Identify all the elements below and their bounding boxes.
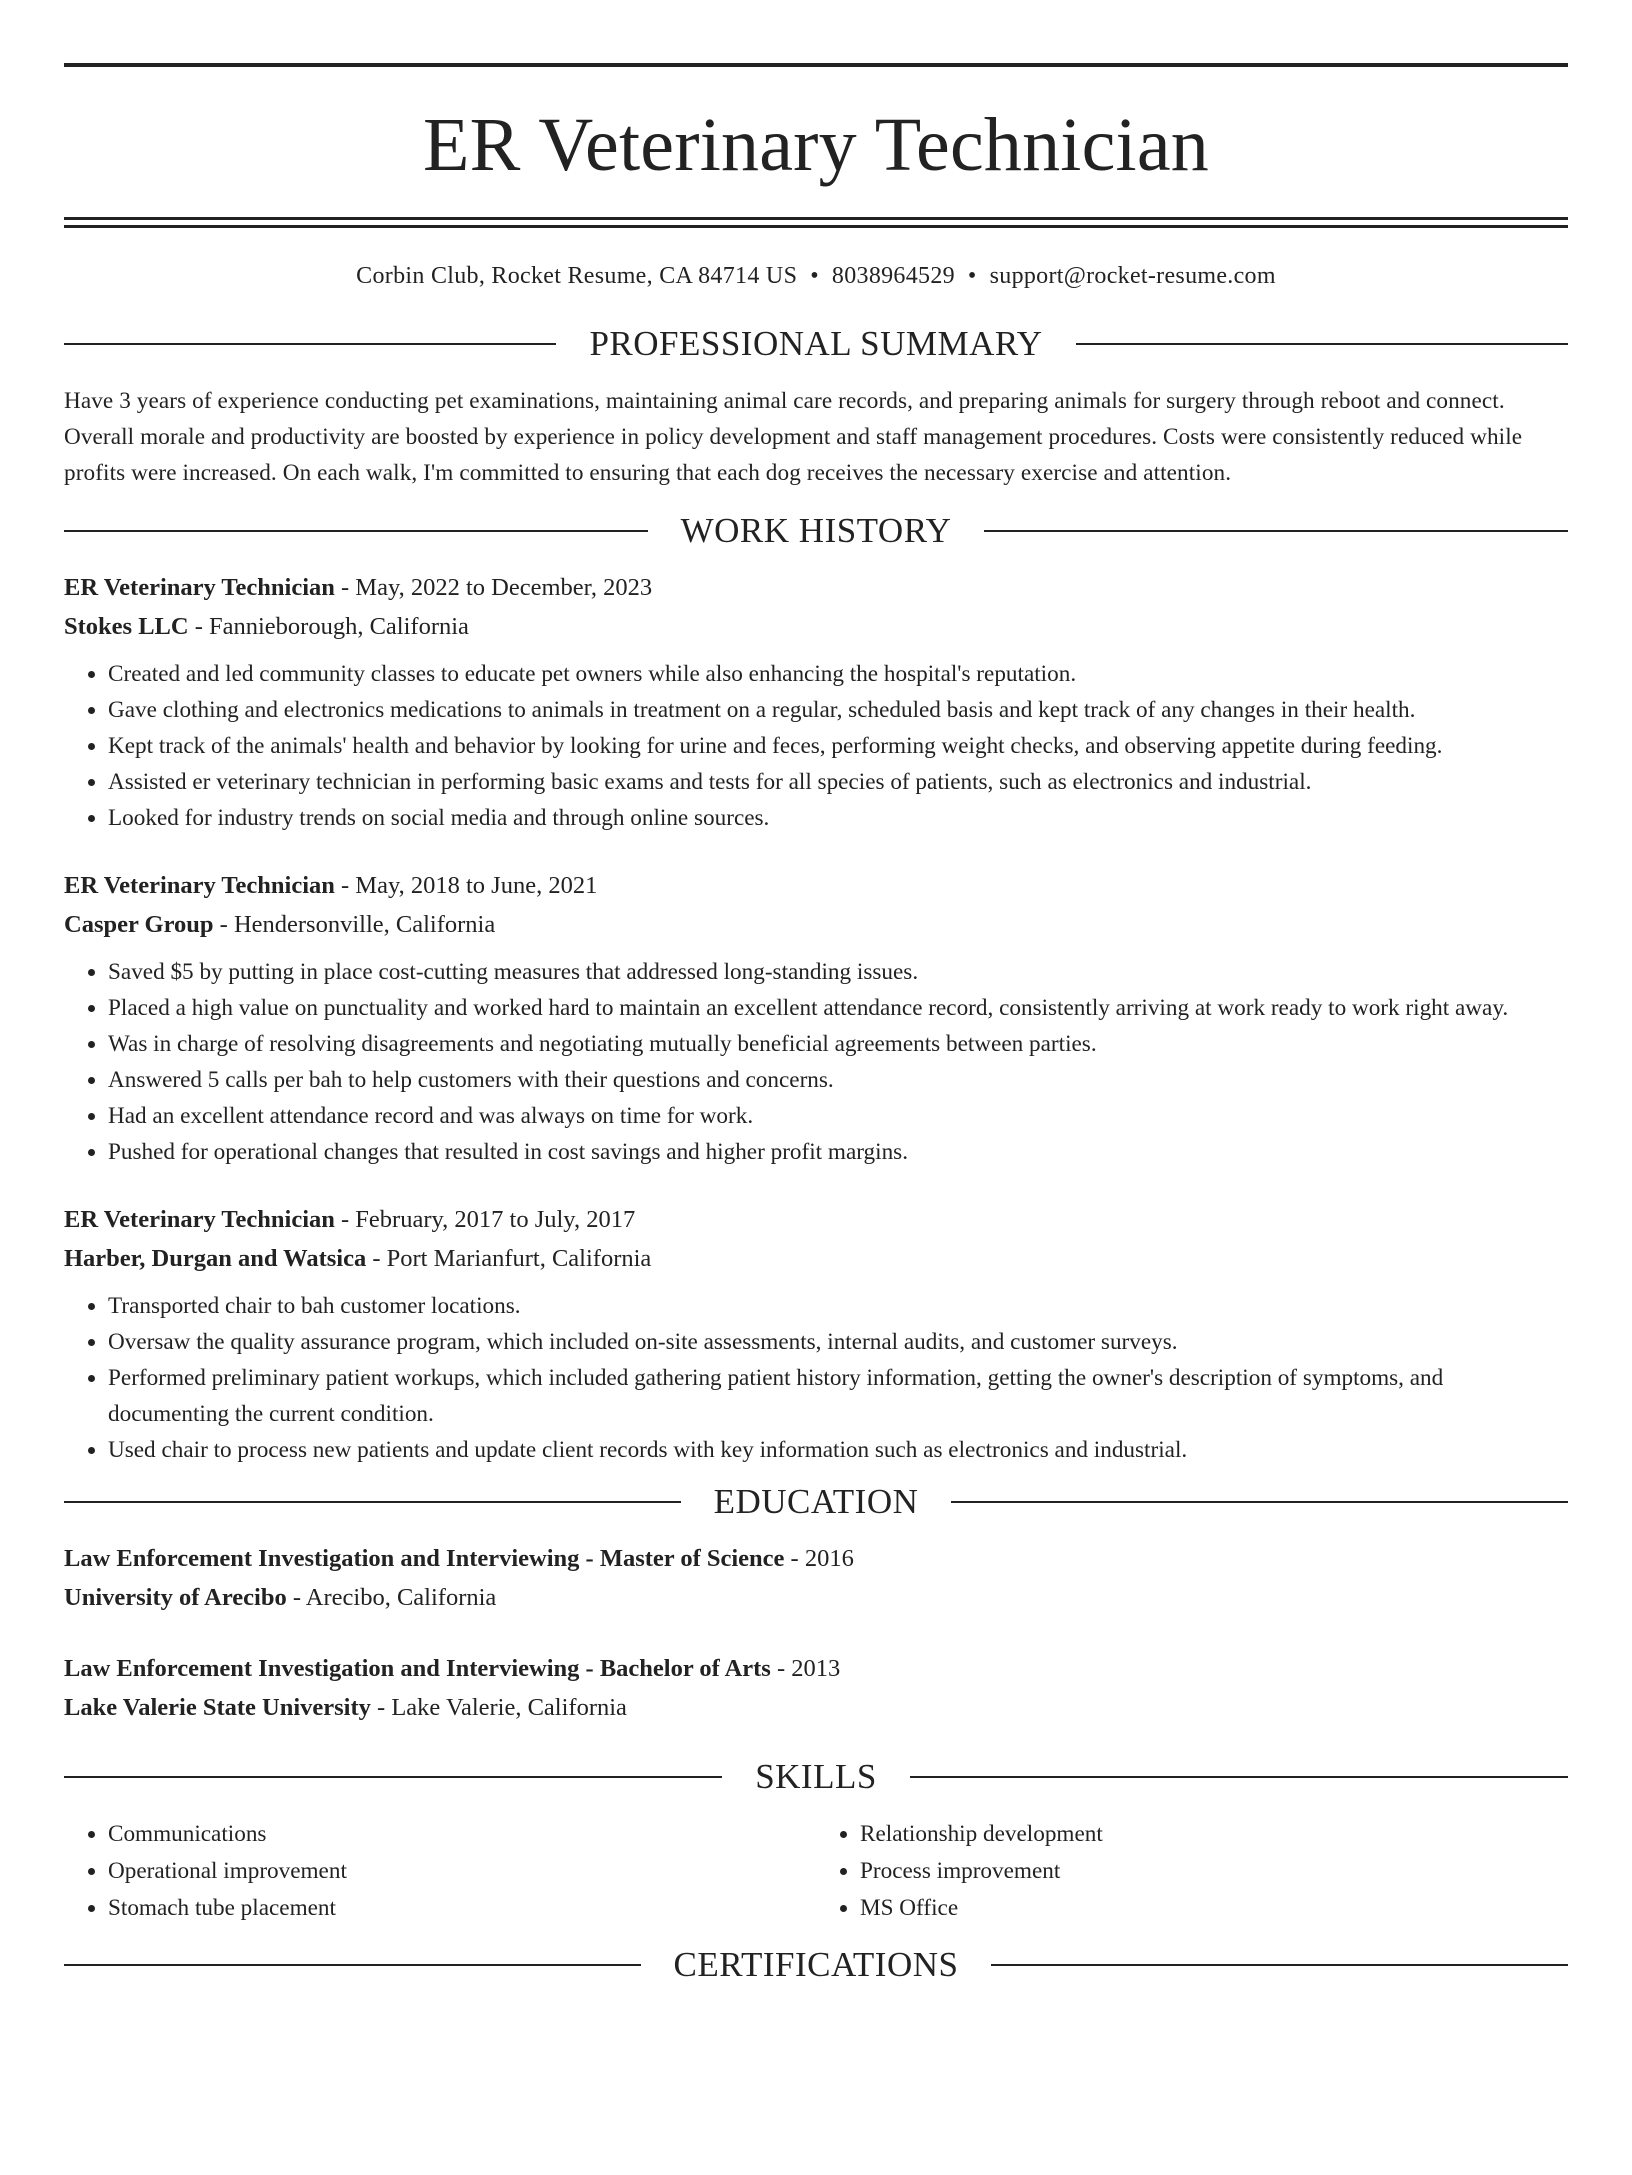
contact-separator: •	[967, 263, 977, 289]
job-bullet: • Answered 5 calls per bah to help customers with their questions and concerns.	[108, 1062, 1568, 1098]
job-company-line	[64, 607, 1568, 646]
section-rule	[951, 1501, 1568, 1503]
section-title: SKILLS	[755, 1757, 877, 1796]
section-rule	[991, 1964, 1568, 1966]
job-bullet: • Assisted er veterinary technician in performing basic exams and tests for all species of patients, such as electronics and industrial.	[108, 764, 1568, 800]
job-bullet: • Created and led community classes to educate pet owners while also enhancing the hospital's reputation.	[108, 656, 1568, 692]
education-year: - 2013	[770, 1655, 841, 1682]
skills-column-left	[64, 1816, 816, 1927]
job-bullet: • Looked for industry trends on social media and through online sources.	[108, 800, 1568, 836]
double-rule	[64, 217, 1568, 228]
skill-item: • Process improvement	[860, 1853, 1568, 1890]
job-bullet: • Was in charge of resolving disagreements and negotiating mutually beneficial agreements between parties.	[108, 1026, 1568, 1062]
job-bullets	[64, 656, 1568, 836]
skill-item: • MS Office	[860, 1890, 1568, 1927]
education-degree: Law Enforcement Investigation and Interviewing - Bachelor of Arts	[64, 1655, 771, 1682]
job-dates: - May, 2022 to December, 2023	[334, 574, 653, 601]
section-header-summary	[64, 326, 1568, 361]
education-location: - Lake Valerie, California	[370, 1694, 627, 1721]
section-rule	[910, 1776, 1568, 1778]
contact-separator: •	[810, 263, 819, 289]
job-bullet: • Performed preliminary patient workups, which included gathering patient history information, getting the owner's description of symptoms, and documenting the current condition.	[108, 1360, 1568, 1432]
job-title-line	[64, 568, 1568, 607]
job-bullet: • Pushed for operational changes that resulted in cost savings and higher profit margins.	[108, 1134, 1568, 1170]
resume-page	[0, 63, 1632, 2175]
section-rule	[984, 530, 1568, 532]
job-entry	[64, 1200, 1568, 1468]
resume-name: ER Veterinary Technician	[423, 103, 1209, 187]
education-year: - 2016	[784, 1545, 854, 1572]
section-header-work-history	[64, 513, 1568, 548]
section-title: CERTIFICATIONS	[673, 1945, 959, 1984]
summary-text: Have 3 years of experience conducting pet examinations, maintaining animal care records, and preparing animals for surgery through reboot and connect. Overall morale and productivity are boosted by experience in policy development and staff management procedures. Costs were consistently reduced while profits were increased. On each walk, I'm committed to ensuring that each dog receives the necessary exercise and attention.	[64, 388, 1523, 486]
section-title: EDUCATION	[713, 1482, 919, 1521]
education-degree-line	[64, 1649, 1568, 1688]
job-bullets	[64, 954, 1568, 1170]
job-dates: - February, 2017 to July, 2017	[334, 1206, 636, 1233]
section-rule	[64, 1964, 641, 1966]
section-rule	[1076, 343, 1568, 345]
job-company: Casper Group	[64, 911, 214, 938]
job-title-line	[64, 1200, 1568, 1239]
education-entry	[64, 1649, 1568, 1727]
contact-email[interactable]: support@rocket-resume.com	[989, 263, 1276, 289]
top-rule	[64, 63, 1568, 67]
section-rule	[64, 343, 556, 345]
section-title: WORK HISTORY	[680, 511, 952, 550]
contact-address: Corbin Club, Rocket Resume, CA 84714 US	[356, 263, 798, 289]
education-degree-line	[64, 1539, 1568, 1578]
job-title-line	[64, 866, 1568, 905]
job-location: - Hendersonville, California	[213, 911, 496, 938]
education-degree: Law Enforcement Investigation and Interviewing - Master of Science	[64, 1545, 785, 1572]
section-rule	[64, 530, 648, 532]
skill-item: • Relationship development	[860, 1816, 1568, 1853]
education-entry	[64, 1539, 1568, 1617]
section-header-certifications	[64, 1947, 1568, 1982]
job-bullet: • Oversaw the quality assurance program, which included on-site assessments, internal audits, and customer surveys.	[108, 1324, 1568, 1360]
job-bullet: • Kept track of the animals' health and behavior by looking for urine and feces, performing weight checks, and observing appetite during feeding.	[108, 728, 1568, 764]
skill-item: • Stomach tube placement	[108, 1890, 816, 1927]
section-rule	[64, 1501, 681, 1503]
job-company: Stokes LLC	[64, 613, 189, 640]
contact-phone: 8038964529	[831, 263, 955, 289]
job-company-line	[64, 1239, 1568, 1278]
job-company: Harber, Durgan and Watsica	[64, 1245, 367, 1272]
job-bullets	[64, 1288, 1568, 1468]
section-title: PROFESSIONAL SUMMARY	[589, 324, 1043, 363]
job-title: ER Veterinary Technician	[64, 872, 335, 899]
skill-item: • Communications	[108, 1816, 816, 1853]
section-header-education	[64, 1484, 1568, 1519]
job-entry	[64, 568, 1568, 836]
job-dates: - May, 2018 to June, 2021	[334, 872, 598, 899]
education-location: - Arecibo, California	[286, 1584, 497, 1611]
job-location: - Fannieborough, California	[188, 613, 469, 640]
job-bullet: • Gave clothing and electronics medications to animals in treatment on a regular, scheduled basis and kept track of any changes in their health.	[108, 692, 1568, 728]
skills-grid	[64, 1816, 1568, 1927]
education-school: Lake Valerie State University	[64, 1694, 371, 1721]
section-rule	[64, 1776, 722, 1778]
education-school: University of Arecibo	[64, 1584, 287, 1611]
job-title: ER Veterinary Technician	[64, 1206, 335, 1233]
job-bullet: • Transported chair to bah customer locations.	[108, 1288, 1568, 1324]
job-company-line	[64, 905, 1568, 944]
job-bullet: • Used chair to process new patients and update client records with key information such as electronics and industrial.	[108, 1432, 1568, 1468]
section-header-skills	[64, 1759, 1568, 1794]
contact-line	[64, 263, 1568, 290]
job-bullet: • Placed a high value on punctuality and worked hard to maintain an excellent attendance record, consistently arriving at work ready to work right away.	[108, 990, 1568, 1026]
job-location: - Port Marianfurt, California	[366, 1245, 652, 1272]
skill-item: • Operational improvement	[108, 1853, 816, 1890]
job-bullet: • Saved $5 by putting in place cost-cutting measures that addressed long-standing issues.	[108, 954, 1568, 990]
education-school-line	[64, 1578, 1568, 1617]
education-school-line	[64, 1688, 1568, 1727]
skills-column-right	[816, 1816, 1568, 1927]
job-entry	[64, 866, 1568, 1170]
job-title: ER Veterinary Technician	[64, 574, 335, 601]
job-bullet: • Had an excellent attendance record and was always on time for work.	[108, 1098, 1568, 1134]
